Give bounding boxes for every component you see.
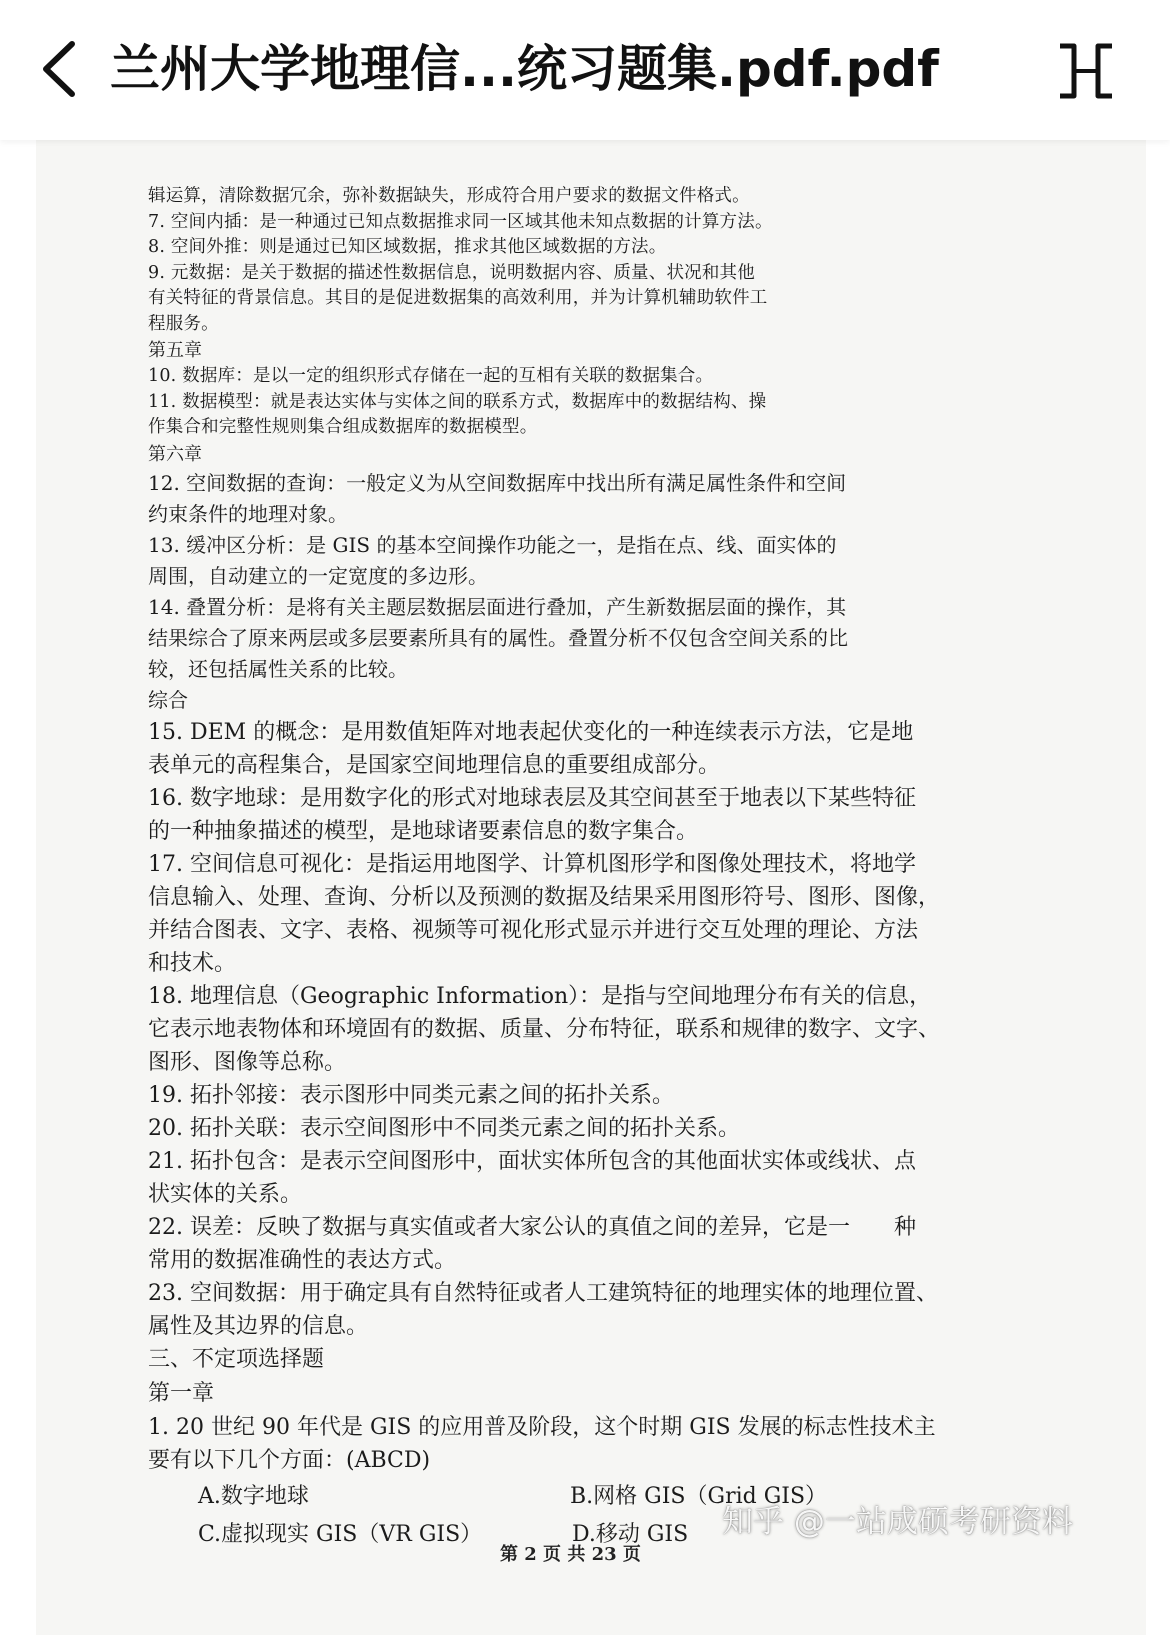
text-line: 程服务。 <box>148 313 219 334</box>
text-line: 它表示地表物体和环境固有的数据、质量、分布特征，联系和规律的数字、文字、 <box>148 1016 941 1042</box>
back-button[interactable] <box>34 36 86 102</box>
text-line: 20. 拓扑关联：表示空间图形中不同类元素之间的拓扑关系。 <box>148 1115 740 1141</box>
text-line: 作集合和完整性规则集合组成数据库的数据模型。 <box>148 417 538 437</box>
page-number: 第 2 页 共 23 页 <box>500 1544 641 1565</box>
option-a: A.数字地球 <box>198 1483 309 1509</box>
fit-width-button[interactable] <box>1056 40 1116 102</box>
chapter-heading: 第一章 <box>148 1380 215 1406</box>
text-line: 12. 空间数据的查询：一般定义为从空间数据库中找出所有满足属性条件和空间 <box>148 470 847 495</box>
text-line: 结果综合了原来两层或多层要素所具有的属性。叠置分析不仅包含空间关系的比 <box>148 625 848 650</box>
text-line: 8. 空间外推：则是通过已知区域数据，推求其他区域数据的方法。 <box>148 237 667 257</box>
question-text: 要有以下几个方面：(ABCD) <box>148 1447 431 1473</box>
page-content <box>148 184 1048 1553</box>
text-line: 有关特征的背景信息。其目的是促进数据集的高效利用，并为计算机辅助软件工 <box>148 288 768 308</box>
text-block-mid <box>148 468 1048 716</box>
text-line: 16. 数字地球：是用数字化的形式对地球表层及其空间甚至于地表以下某些特征 <box>148 785 916 811</box>
text-line: 18. 地理信息（Geographic Information）：是指与空间地理分布有关的信息， <box>148 983 932 1009</box>
text-line: 的一种抽象描述的模型，是地球诸要素信息的数字集合。 <box>148 818 699 844</box>
document-title: 兰州大学地理信...统习题集.pdf.pdf <box>110 40 939 98</box>
text-line: 状实体的关系。 <box>148 1181 303 1207</box>
pdf-page[interactable] <box>36 140 1146 1635</box>
text-line: 13. 缓冲区分析：是 GIS 的基本空间操作功能之一，是指在点、线、面实体的 <box>148 532 837 557</box>
section-heading: 三、不定项选择题 <box>148 1346 325 1372</box>
text-line: 11. 数据模型：就是表达实体与实体之间的联系方式，数据库中的数据结构、操 <box>148 391 767 412</box>
text-line: 常用的数据准确性的表达方式。 <box>148 1247 457 1273</box>
top-bar <box>0 0 1170 140</box>
text-line: 较，还包括属性关系的比较。 <box>148 656 408 681</box>
option-d: D.移动 GIS <box>572 1521 689 1547</box>
option-c: C.虚拟现实 GIS（VR GIS） <box>198 1521 483 1547</box>
text-block-large <box>148 716 1048 1477</box>
text-line: 21. 拓扑包含：是表示空间图形中，面状实体所包含的其他面状实体或线状、点 <box>148 1148 916 1174</box>
text-line: 7. 空间内插：是一种通过已知点数据推求同一区域其他未知点数据的计算方法。 <box>148 211 773 232</box>
text-line: 并结合图表、文字、表格、视频等可视化形式显示并进行交互处理的理论、方法 <box>148 917 919 943</box>
text-line: 10. 数据库：是以一定的组织形式存储在一起的互相有关联的数据集合。 <box>148 366 714 386</box>
text-line: 22. 误差：反映了数据与真实值或者大家公认的真值之间的差异，它是一 种 <box>148 1214 916 1240</box>
chevron-left-icon <box>34 36 86 102</box>
text-line: 属性及其边界的信息。 <box>148 1313 369 1339</box>
text-line: 图形、图像等总称。 <box>148 1049 347 1075</box>
text-line: 17. 空间信息可视化：是指运用地图学、计算机图形学和图像处理技术，将地学 <box>148 851 916 877</box>
text-line: 约束条件的地理对象。 <box>148 501 348 526</box>
text-line: 表单元的高程集合，是国家空间地理信息的重要组成部分。 <box>148 752 721 778</box>
chapter-heading: 第六章 <box>148 443 202 465</box>
section-heading: 综合 <box>148 687 188 712</box>
text-line: 和技术。 <box>148 950 237 976</box>
text-line: 15. DEM 的概念：是用数值矩阵对地表起伏变化的一种连续表示方法，它是地 <box>148 719 914 745</box>
watermark: 知乎 @一站成硕考研资料 <box>722 1504 1073 1540</box>
text-line: 23. 空间数据：用于确定具有自然特征或者人工建筑特征的地理实体的地理位置、 <box>148 1280 938 1306</box>
text-block-small <box>148 184 1048 468</box>
text-line: 辑运算，清除数据冗余，弥补数据缺失，形成符合用户要求的数据文件格式。 <box>148 186 750 206</box>
fit-width-icon <box>1056 40 1116 102</box>
question-text: 1. 20 世纪 90 年代是 GIS 的应用普及阶段，这个时期 GIS 发展的标志性技术主 <box>148 1414 936 1440</box>
text-line: 14. 叠置分析：是将有关主题层数据层面进行叠加，产生新数据层面的操作，其 <box>148 594 847 619</box>
text-line: 9. 元数据：是关于数据的描述性数据信息，说明数据内容、质量、状况和其他 <box>148 262 755 283</box>
text-line: 周围，自动建立的一定宽度的多边形。 <box>148 563 488 588</box>
option-b: B.网格 GIS（Grid GIS） <box>570 1483 828 1509</box>
text-line: 19. 拓扑邻接：表示图形中同类元素之间的拓扑关系。 <box>148 1082 674 1108</box>
text-line: 信息输入、处理、查询、分析以及预测的数据及结果采用图形符号、图形、图像， <box>148 884 941 910</box>
chapter-heading: 第五章 <box>148 340 202 361</box>
